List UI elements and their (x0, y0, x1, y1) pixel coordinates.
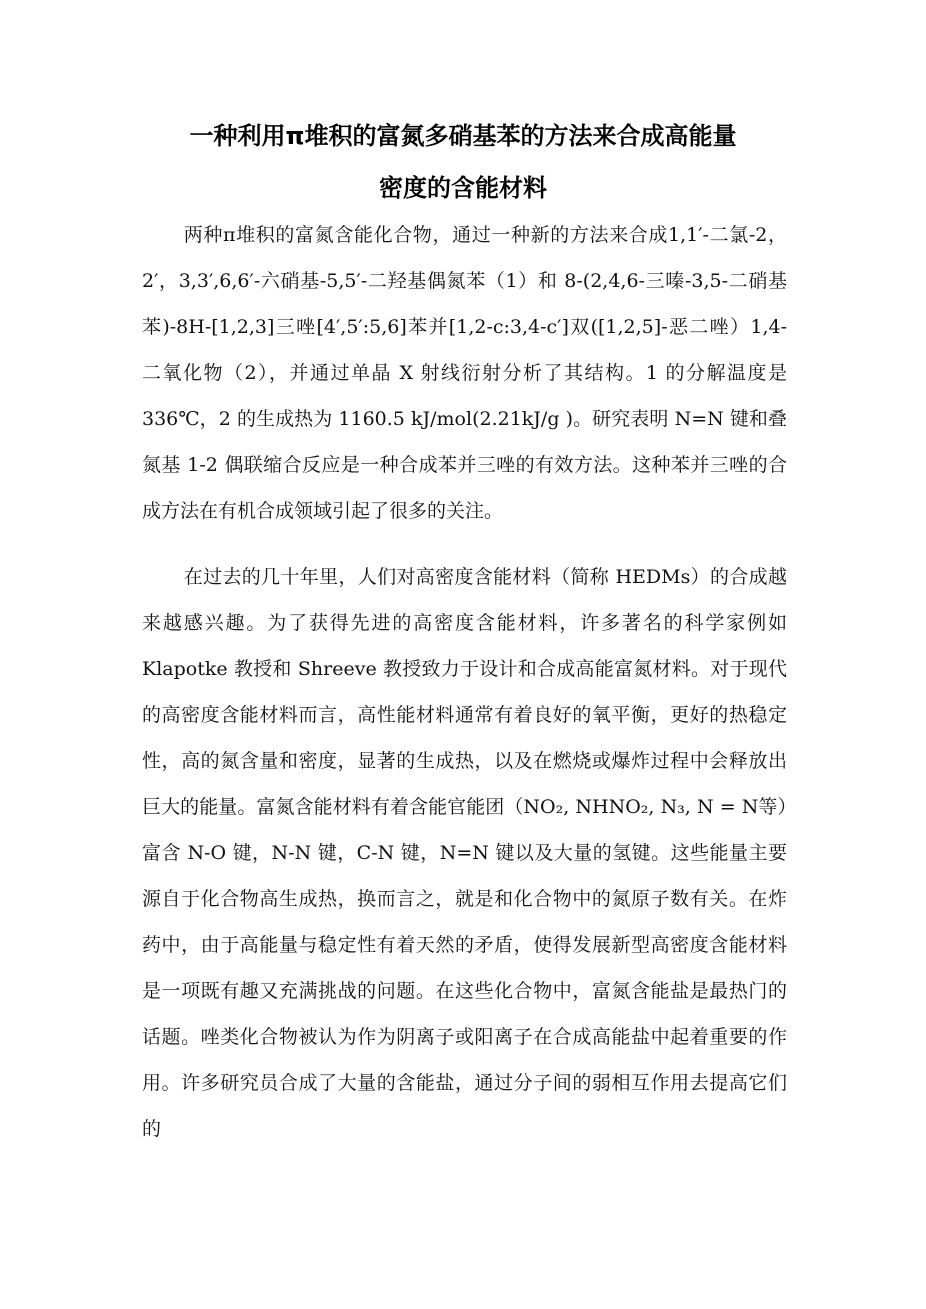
document-title-line-2: 密度的含能材料 (379, 174, 547, 202)
paragraph-abstract: 两种π堆积的富氮含能化合物，通过一种新的方法来合成1,1′-二氯-2，2′，3,3′,6,6′-六硝基-5,5′-二羟基偶氮苯（1）和 8-(2,4,6-三嗪-3,5-二硝基苯)-8H-[1,2,3]三唑[4′,5′:5,6]苯并[1,2-c:3,4-c′]双([1,2,5]-恶二唑）1,4-二氧化物（2），并通过单晶 X 射线衍射分析了其结构。1 的分解温度是 336℃，2 的生成热为 1160.5 kJ/mol(2.21kJ/g )。研究表明 N=N 键和叠氮基 1-2 偶联缩合反应是一种合成苯并三唑的有效方法。这种苯并三唑的合成方法在有机合成领域引起了很多的关注。 (142, 224, 787, 522)
paragraph-introduction: 在过去的几十年里，人们对高密度含能材料（简称 HEDMs）的合成越来越感兴趣。为了获得先进的高密度含能材料，许多著名的科学家例如 Klapotke 教授和 Shreeve 教授致力于设计和合成高能富氮材料。对于现代的高密度含能材料而言，高性能材料通常有着良好的氧平衡，更好的热稳定性，高的氮含量和密度，显著的生成热，以及在燃烧或爆炸过程中会释放出巨大的能量。富氮含能材料有着含能官能团（NO₂, NHNO₂, N₃, N = N等）富含 N-O 键，N-N 键，C-N 键，N=N 键以及大量的氢键。这些能量主要源自于化合物高生成热，换而言之，就是和化合物中的氮原子数有关。在炸药中，由于高能量与稳定性有着天然的矛盾，使得发展新型高密度含能材料是一项既有趣又充满挑战的问题。在这些化合物中，富氮含能盐是最热门的话题。唑类化合物被认为作为阴离子或阳离子在合成高能盐中起着重要的作用。许多研究员合成了大量的含能盐，通过分子间的弱相互作用去提高它们的 (142, 566, 787, 1140)
document-title-line-1: 一种利用π堆积的富氮多硝基苯的方法来合成高能量 (189, 122, 737, 150)
